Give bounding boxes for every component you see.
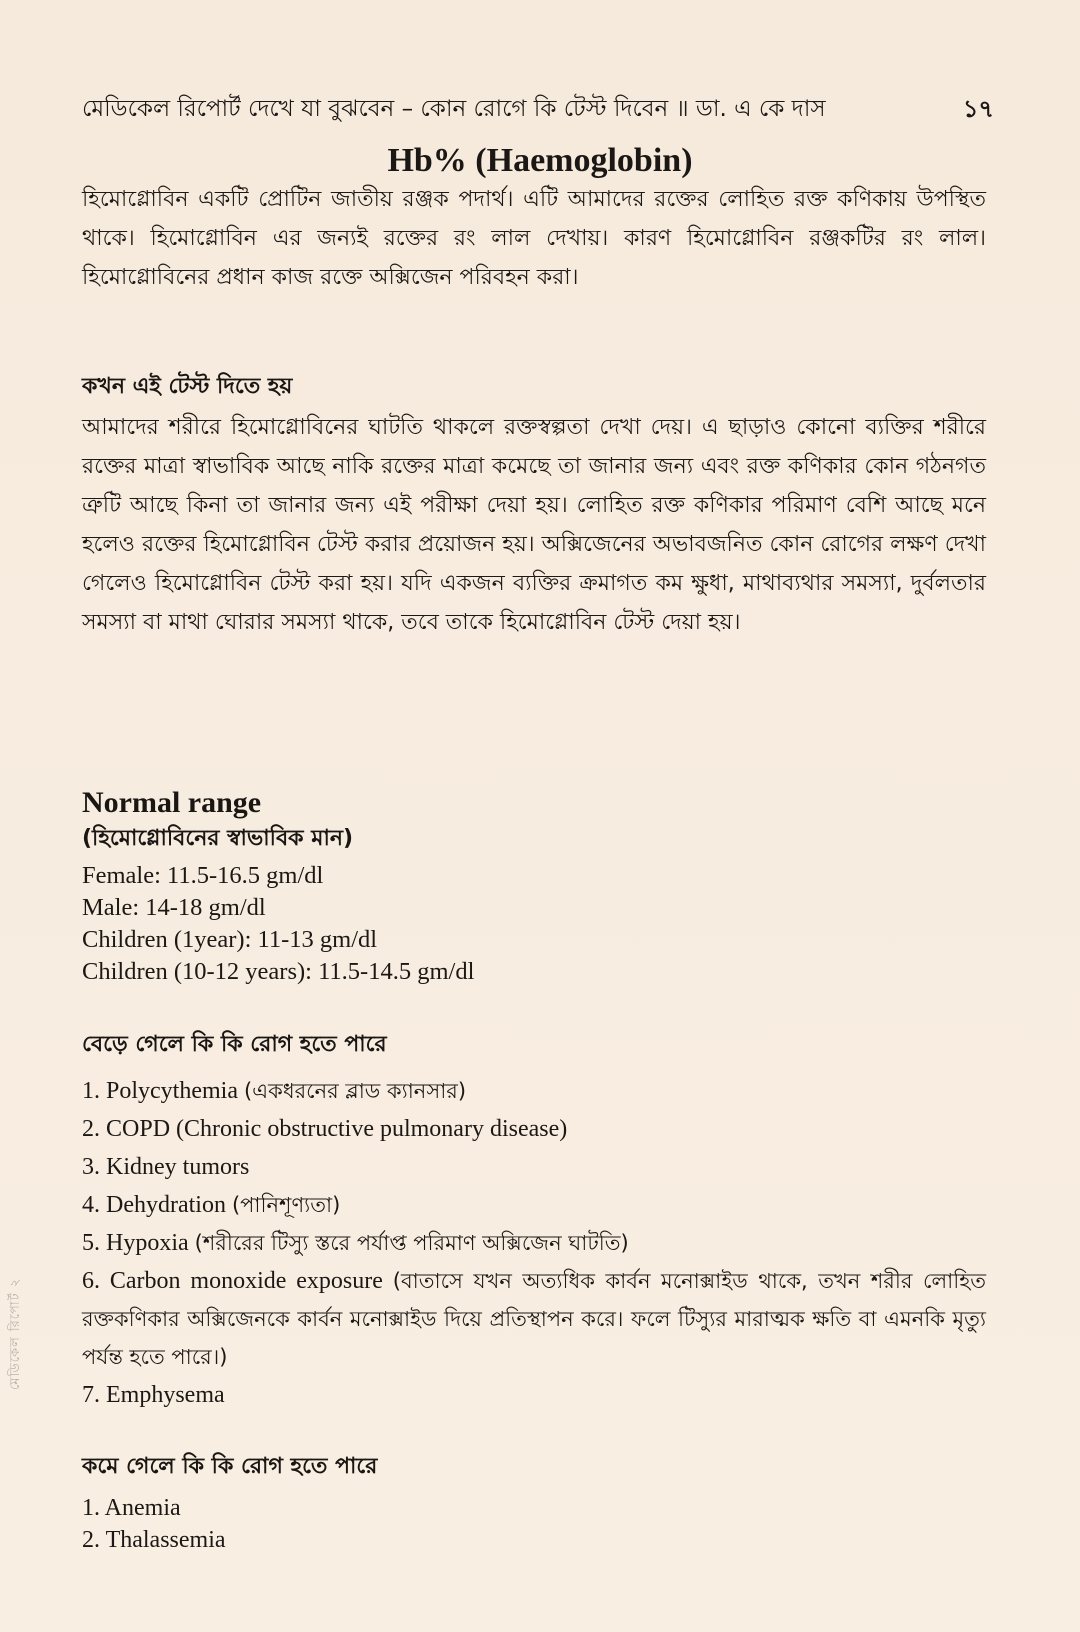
decrease-heading: কমে গেলে কি কি রোগ হতে পারে xyxy=(82,1454,378,1479)
list-item: 2. Thalassemia xyxy=(82,1527,226,1553)
list-item: 6. Carbon monoxide exposure (বাতাসে যখন অত্যধিক কার্বন মনোক্সাইড থাকে, তখন শরীর লোহিত রক্তকণিকার অক্সিজেনকে কার্বন মনোক্সাইড দিয়ে প্রতিস্থাপন করে। ফলে টিস্যুর মারাত্মক ক্ষতি বা এমনকি মৃত্যু পর্যন্ত হতে পারে।) xyxy=(82,1268,987,1369)
decrease-disease-list xyxy=(82,1492,986,1556)
range-male: Male: 14-18 gm/dl xyxy=(82,894,266,921)
list-item: 5. Hypoxia (শরীরের টিস্যু স্তরে পর্যাপ্ত পরিমাণ অক্সিজেন ঘাটতি) xyxy=(82,1230,629,1256)
list-item: 1. Polycythemia (একধরনের ব্লাড ক্যানসার) xyxy=(82,1078,467,1104)
range-female: Female: 11.5-16.5 gm/dl xyxy=(82,862,324,889)
when-to-test-paragraph: আমাদের শরীরে হিমোগ্লোবিনের ঘাটতি থাকলে রক্তস্বল্পতা দেখা দেয়। এ ছাড়াও কোনো ব্যক্তির শরীরে রক্তের মাত্রা স্বাভাবিক আছে নাকি রক্তের মাত্রা কমেছে তা জানার জন্য এবং রক্ত কণিকার কোন গঠনগত ত্রুটি আছে কিনা তা জানার জন্য এই পরীক্ষা দেয়া হয়। লোহিত রক্ত কণিকার পরিমাণ বেশি আছে মনে হলেও রক্তের হিমোগ্লোবিন টেস্ট করার প্রয়োজন হয়। অক্সিজেনের অভাবজনিত কোন রোগের লক্ষণ দেখা গেলেও হিমোগ্লোবিন টেস্ট করা হয়। যদি একজন ব্যক্তির ক্রমাগত কম ক্ষুধা, মাথাব্যথার সমস্যা, দুর্বলতার সমস্যা বা মাথা ঘোরার সমস্যা থাকে, তবে তাকে হিমোগ্লোবিন টেস্ট দেয়া হয়। xyxy=(82,415,986,635)
list-item: 1. Anemia xyxy=(82,1495,181,1521)
range-children-10-12: Children (10-12 years): 11.5-14.5 gm/dl xyxy=(82,958,475,985)
list-item: 3. Kidney tumors xyxy=(82,1154,250,1180)
increase-disease-list xyxy=(82,1072,986,1414)
list-item: 2. COPD (Chronic obstructive pulmonary disease) xyxy=(82,1116,568,1142)
intro-paragraph: হিমোগ্লোবিন একটি প্রোটিন জাতীয় রঞ্জক পদার্থ। এটি আমাদের রক্তের লোহিত রক্ত কণিকায় উপস্থিত থাকে। হিমোগ্লোবিন এর জন্যই রক্তের রং লাল দেখায়। কারণ হিমোগ্লোবিন রঞ্জকটির রং লাল। হিমোগ্লোবিনের প্রধান কাজ রক্তে অক্সিজেন পরিবহন করা। xyxy=(82,187,986,290)
range-children-1year: Children (1year): 11-13 gm/dl xyxy=(82,926,378,953)
list-item: 7. Emphysema xyxy=(82,1382,225,1408)
normal-range-subheading: (হিমোগ্লোবিনের স্বাভাবিক মান) xyxy=(82,826,354,851)
running-title: মেডিকেল রিপোর্ট দেখে যা বুঝবেন – কোন রোগে কি টেস্ট দিবেন ॥ ডা. এ কে দাস xyxy=(82,96,826,122)
page-number: ১৭ xyxy=(962,95,994,123)
when-to-test-heading: কখন এই টেস্ট দিতে হয় xyxy=(82,374,293,399)
normal-range-heading: Normal range xyxy=(82,786,262,819)
running-header xyxy=(82,92,994,126)
increase-heading: বেড়ে গেলে কি কি রোগ হতে পারে xyxy=(82,1032,387,1057)
page-title: Hb% (Haemoglobin) xyxy=(387,142,693,179)
side-stamp: মেডিকেল রিপোর্ট ২ xyxy=(8,1277,23,1390)
normal-range-list xyxy=(82,860,474,988)
list-item: 4. Dehydration (পানিশূণ্যতা) xyxy=(82,1192,341,1218)
